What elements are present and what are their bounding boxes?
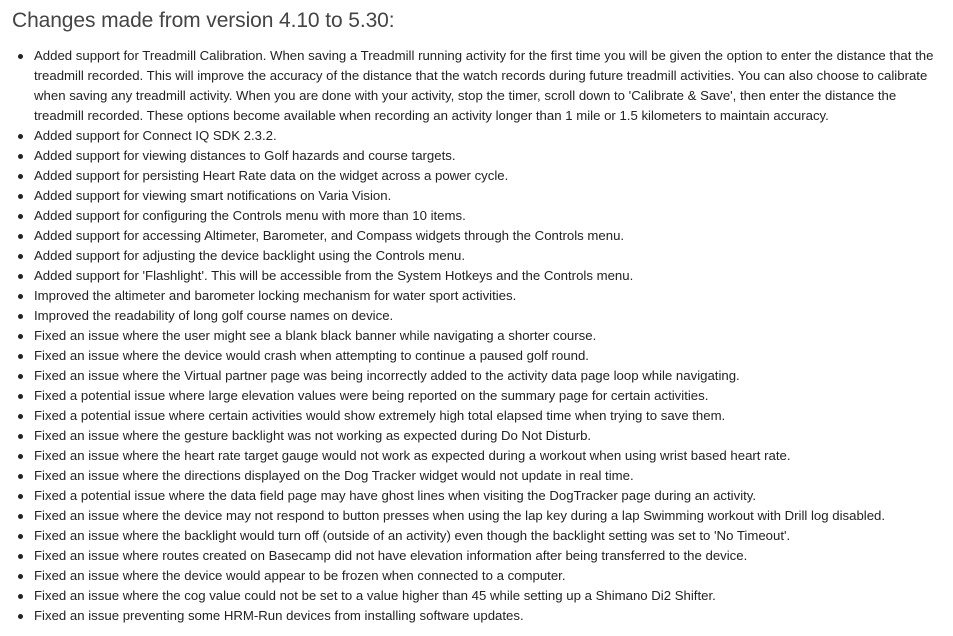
bullet-icon bbox=[18, 314, 23, 319]
list-item-text: Fixed an issue where the cog value could not be set to a value higher than 45 while setting up a Shimano Di2 Shifter. bbox=[34, 588, 716, 603]
list-item bbox=[12, 246, 937, 266]
bullet-icon bbox=[18, 414, 23, 419]
list-item bbox=[12, 386, 937, 406]
list-item bbox=[12, 206, 937, 226]
list-item bbox=[12, 46, 937, 126]
list-item bbox=[12, 506, 937, 526]
list-item bbox=[12, 166, 937, 186]
bullet-icon bbox=[18, 434, 23, 439]
bullet-icon bbox=[18, 194, 23, 199]
bullet-icon bbox=[18, 174, 23, 179]
list-item-text: Fixed an issue where the user might see a blank black banner while navigating a shorter course. bbox=[34, 328, 597, 343]
page-title: Changes made from version 4.10 to 5.30: bbox=[12, 9, 395, 32]
list-item bbox=[12, 306, 937, 326]
list-item-text: Fixed an issue where the directions displayed on the Dog Tracker widget would not update in real time. bbox=[34, 468, 634, 483]
list-item-text: Added support for Treadmill Calibration. When saving a Treadmill running activity for the first time you will be given the option to enter the distance that the treadmill recorded. This will improve the accuracy of the distance that the watch records during future treadmill activities. You can also choose to calibrate when saving any treadmill activity. When you are done with your activity, stop the timer, scroll down to 'Calibrate & Save', then enter the distance the treadmill recorded. These options become available when recording an activity longer than 1 mile or 1.5 kilometers to maintain accuracy. bbox=[34, 48, 934, 123]
bullet-icon bbox=[18, 474, 23, 479]
bullet-icon bbox=[18, 154, 23, 159]
bullet-icon bbox=[18, 254, 23, 259]
list-item bbox=[12, 286, 937, 306]
list-item bbox=[12, 546, 937, 566]
bullet-icon bbox=[18, 354, 23, 359]
list-item bbox=[12, 606, 937, 626]
list-item bbox=[12, 426, 937, 446]
list-item bbox=[12, 126, 937, 146]
bullet-icon bbox=[18, 454, 23, 459]
list-item bbox=[12, 486, 937, 506]
changes-list bbox=[12, 46, 937, 626]
list-item bbox=[12, 186, 937, 206]
bullet-icon bbox=[18, 294, 23, 299]
list-item-text: Improved the readability of long golf course names on device. bbox=[34, 308, 394, 323]
list-item-text: Fixed an issue where the device would crash when attempting to continue a paused golf round. bbox=[34, 348, 589, 363]
list-item-text: Fixed a potential issue where certain activities would show extremely high total elapsed time when trying to save them. bbox=[34, 408, 726, 423]
list-item-text: Fixed a potential issue where large elevation values were being reported on the summary page for certain activities. bbox=[34, 388, 709, 403]
list-item bbox=[12, 586, 937, 606]
list-item-text: Fixed an issue where the device would appear to be frozen when connected to a computer. bbox=[34, 568, 566, 583]
list-item-text: Fixed an issue where routes created on Basecamp did not have elevation information after being transferred to the device. bbox=[34, 548, 748, 563]
bullet-icon bbox=[18, 534, 23, 539]
list-item bbox=[12, 266, 937, 286]
list-item bbox=[12, 226, 937, 246]
list-item-text: Added support for viewing smart notifications on Varia Vision. bbox=[34, 188, 392, 203]
bullet-icon bbox=[18, 394, 23, 399]
list-item-text: Fixed an issue preventing some HRM-Run devices from installing software updates. bbox=[34, 608, 524, 623]
list-item-text: Added support for viewing distances to Golf hazards and course targets. bbox=[34, 148, 456, 163]
bullet-icon bbox=[18, 514, 23, 519]
list-item-text: Added support for Connect IQ SDK 2.3.2. bbox=[34, 128, 277, 143]
list-item-text: Added support for 'Flashlight'. This will be accessible from the System Hotkeys and the Controls menu. bbox=[34, 268, 634, 283]
list-item bbox=[12, 346, 937, 366]
list-item bbox=[12, 446, 937, 466]
bullet-icon bbox=[18, 574, 23, 579]
list-item-text: Improved the altimeter and barometer locking mechanism for water sport activities. bbox=[34, 288, 517, 303]
bullet-icon bbox=[18, 274, 23, 279]
list-item-text: Fixed an issue where the gesture backlight was not working as expected during Do Not Disturb. bbox=[34, 428, 592, 443]
list-item-text: Fixed an issue where the Virtual partner page was being incorrectly added to the activity data page loop while navigating. bbox=[34, 368, 740, 383]
list-item bbox=[12, 466, 937, 486]
bullet-icon bbox=[18, 234, 23, 239]
list-item-text: Fixed an issue where the heart rate target gauge would not work as expected during a workout when using wrist based heart rate. bbox=[34, 448, 791, 463]
bullet-icon bbox=[18, 54, 23, 59]
bullet-icon bbox=[18, 494, 23, 499]
list-item-text: Fixed an issue where the device may not respond to button presses when using the lap key during a lap Swimming workout with Drill log disabled. bbox=[34, 508, 886, 523]
list-item-text: Added support for configuring the Controls menu with more than 10 items. bbox=[34, 208, 466, 223]
bullet-icon bbox=[18, 374, 23, 379]
bullet-icon bbox=[18, 554, 23, 559]
bullet-icon bbox=[18, 134, 23, 139]
list-item-text: Added support for persisting Heart Rate data on the widget across a power cycle. bbox=[34, 168, 509, 183]
bullet-icon bbox=[18, 334, 23, 339]
list-item bbox=[12, 146, 937, 166]
list-item-text: Fixed an issue where the backlight would turn off (outside of an activity) even though the backlight setting was set to 'No Timeout'. bbox=[34, 528, 791, 543]
list-item bbox=[12, 566, 937, 586]
list-item-text: Added support for adjusting the device backlight using the Controls menu. bbox=[34, 248, 466, 263]
list-item bbox=[12, 366, 937, 386]
bullet-icon bbox=[18, 614, 23, 619]
bullet-icon bbox=[18, 594, 23, 599]
list-item bbox=[12, 326, 937, 346]
list-item-text: Fixed a potential issue where the data field page may have ghost lines when visiting the DogTracker page during an activity. bbox=[34, 488, 757, 503]
bullet-icon bbox=[18, 214, 23, 219]
list-item bbox=[12, 526, 937, 546]
list-item-text: Added support for accessing Altimeter, Barometer, and Compass widgets through the Controls menu. bbox=[34, 228, 625, 243]
list-item bbox=[12, 406, 937, 426]
